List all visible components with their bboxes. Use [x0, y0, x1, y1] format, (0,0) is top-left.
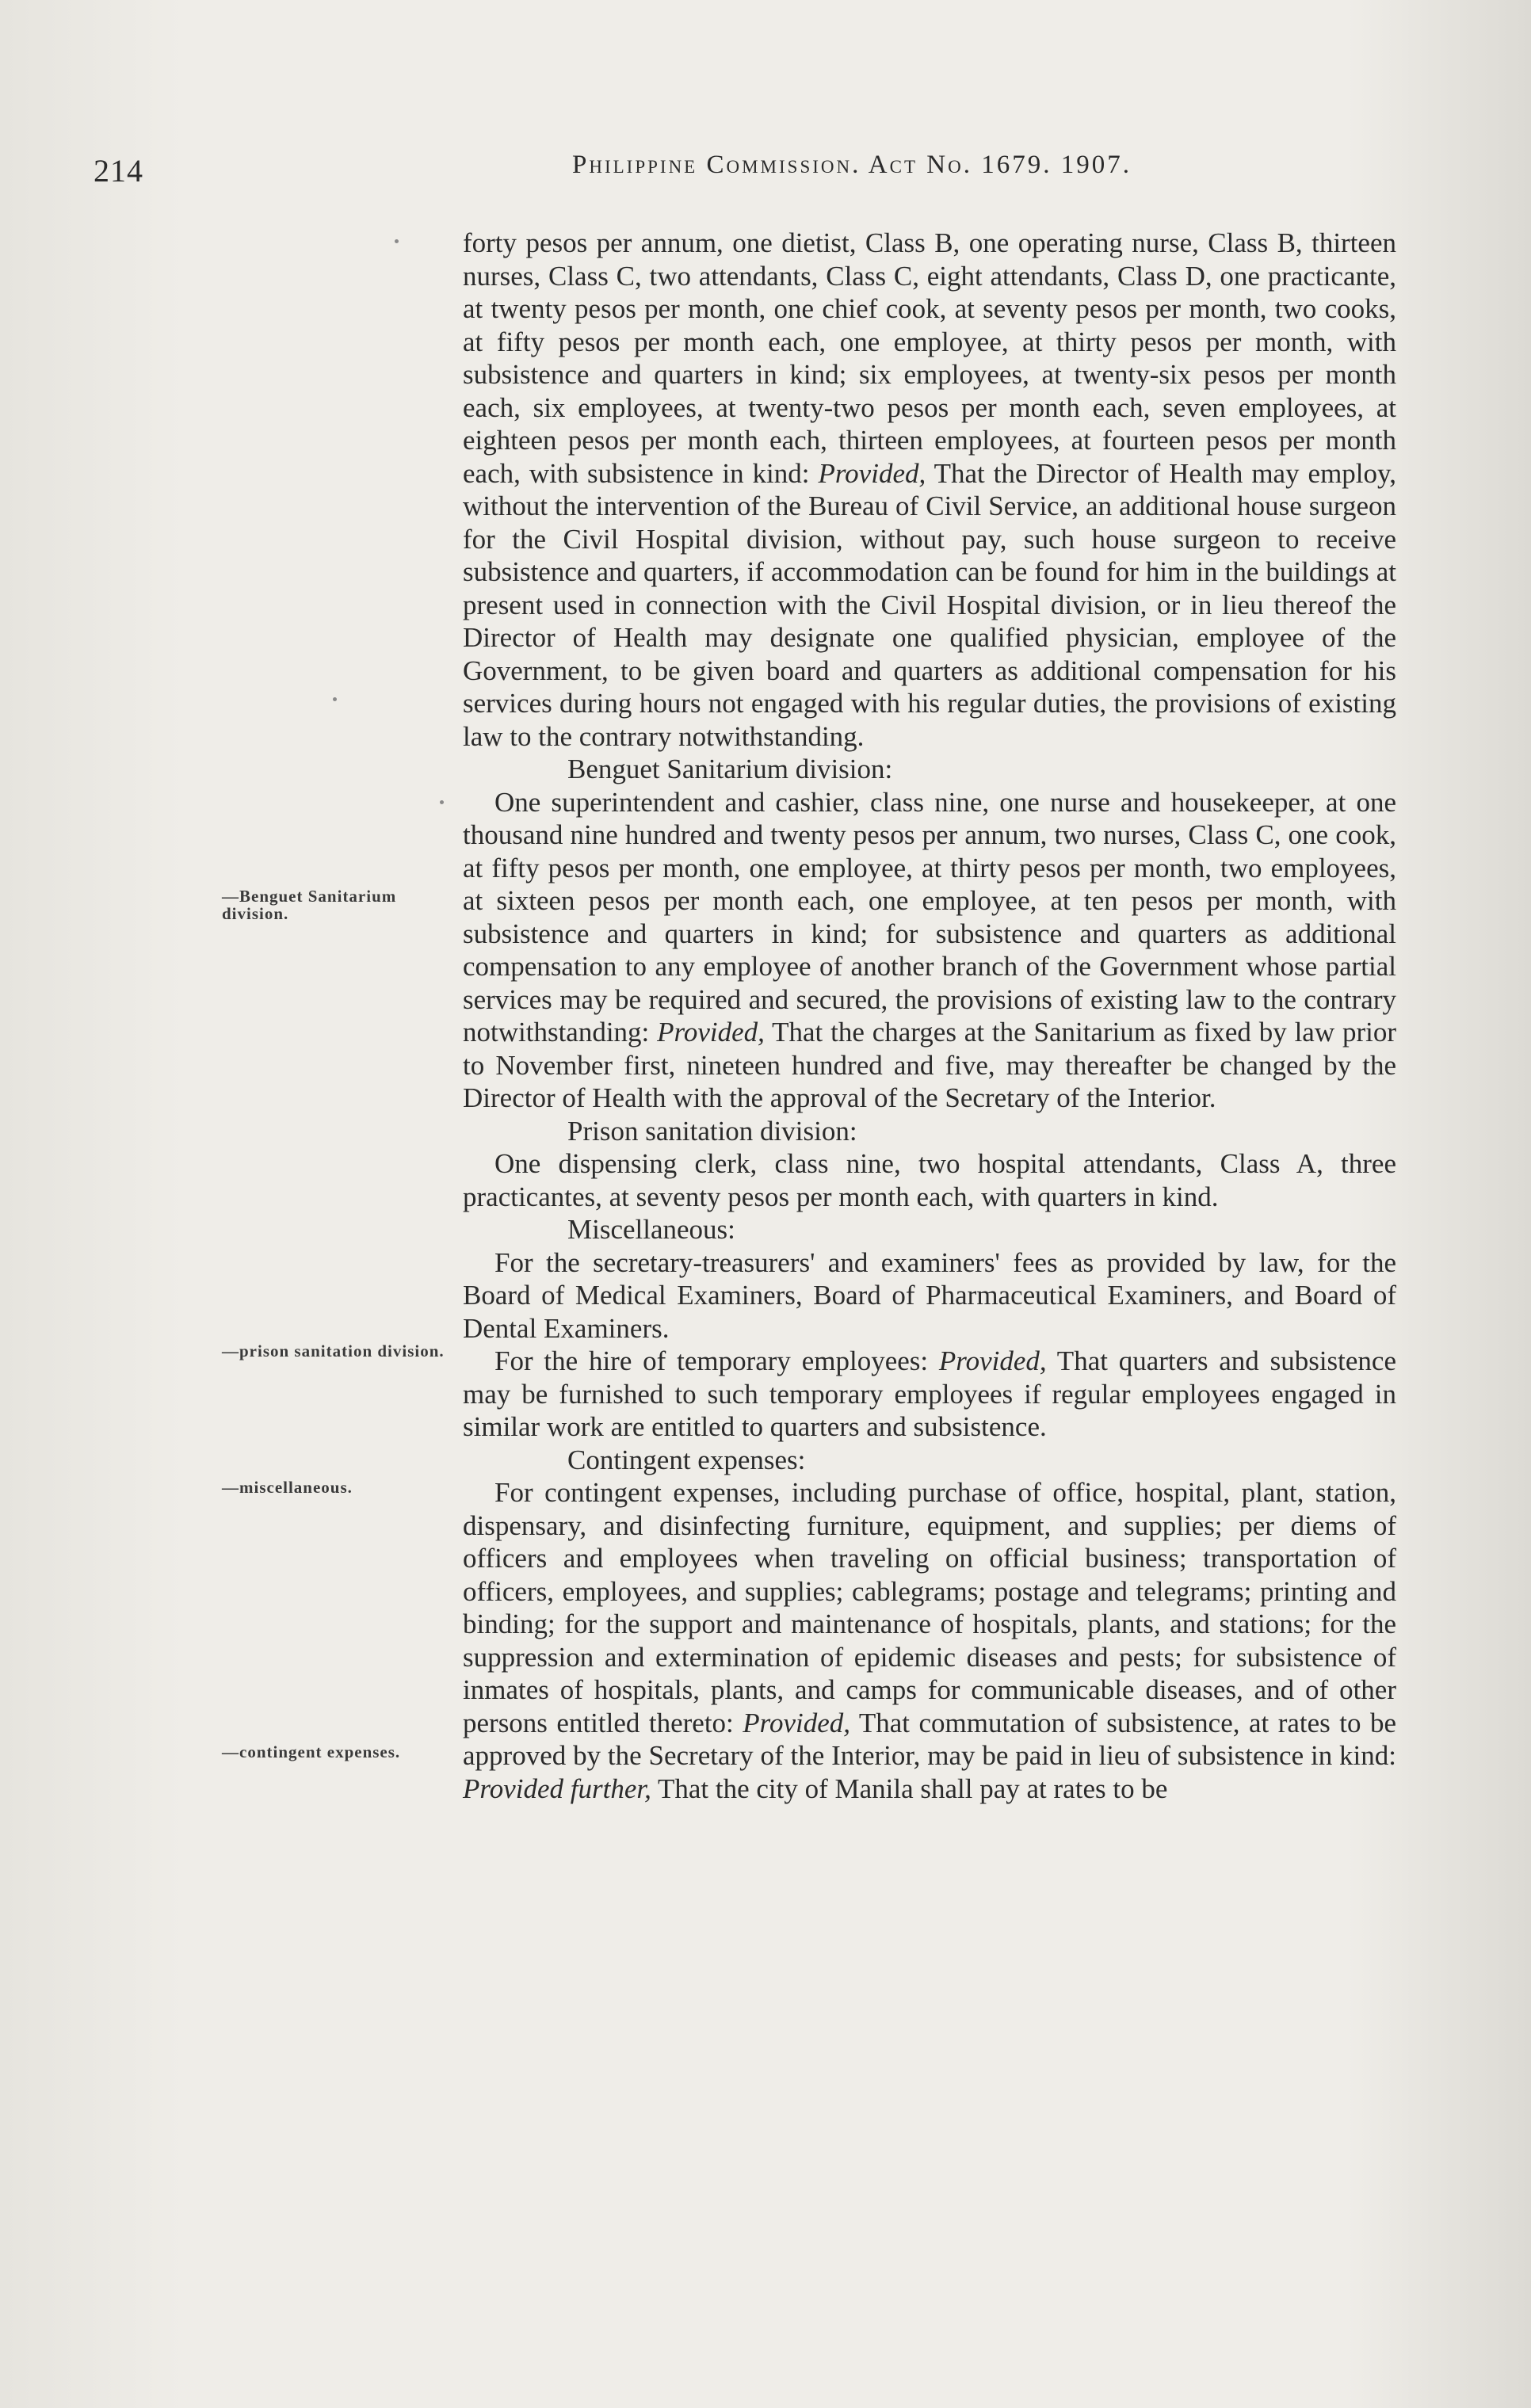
page-number: 214: [94, 153, 143, 189]
margin-note-contingent: —contingent expenses.: [222, 1742, 401, 1761]
margin-note-miscellaneous: —miscellaneous.: [222, 1478, 353, 1497]
provided-further-term: Provided further,: [463, 1773, 651, 1804]
paragraph-miscellaneous-fees: For the secretary-treasurers' and examiners' fees as provided by law, for the Board of Medical Examiners, Board of Pharmaceutical Examiners, and Board of Dental Examiners.: [463, 1246, 1396, 1344]
body-text: [463, 227, 1396, 1805]
heading-contingent: Contingent expenses:: [567, 1444, 806, 1475]
margin-note-benguet: —Benguet Sanitarium division.: [222, 887, 397, 923]
speck-dot: [395, 239, 399, 243]
margin-note-prison: —prison sanitation division.: [222, 1341, 445, 1360]
paragraph-contingent: For contingent expenses, including purchase of office, hospital, plant, station, dispensary, and disinfecting furniture, equipment, and supplies; per diems of officers and employees when traveling on official business; transportation of officers, employees, and supplies; cablegrams; postage and telegrams; printing and binding; for the support and maintenance of hospitals, plants, and stations; for the suppression and extermination of epidemic diseases and pests; for subsistence of inmates of hospitals, plants, and camps for communicable diseases, and of other persons entitled thereto: Provided, That commutation of subsistence, at rates to be approved by the Secretary of the Interior, may be paid in lieu of subsistence in kind: Provided further, That the city of Manila shall pay at rates to be: [463, 1477, 1397, 1804]
paragraph-prison: One dispensing clerk, class nine, two hospital attendants, Class A, three practicantes, at seventy pesos per month each, with quarters in kind.: [463, 1148, 1396, 1212]
provided-term: Provided,: [938, 1345, 1047, 1376]
paragraph-benguet: One superintendent and cashier, class nine, one nurse and housekeeper, at one thousand nine hundred and twenty pesos per annum, two nurses, Class C, one cook, at fifty pesos per month, one employee, at thirty pesos per month, two employees, at sixteen pesos per month each, one employee, at ten pesos per month, with subsistence and quarters in kind; for subsistence and quarters as additional compensation to any employee of another branch of the Government whose partial services may be required and secured, the provisions of existing law to the contrary notwithstanding: Provided, That the charges at the Sanitarium as fixed by law prior to November first, nineteen hundred and five, may thereafter be changed by the Director of Health with the approval of the Secretary of the Interior.: [463, 786, 1396, 1113]
provided-term: Provided,: [743, 1707, 851, 1738]
speck-dot: [440, 800, 444, 804]
heading-prison: Prison sanitation division:: [567, 1115, 857, 1147]
paragraph-miscellaneous-temporary: For the hire of temporary employees: Provided, That quarters and subsistence may be furnished to such temporary employees if regular employees engaged in similar work are entitled to quarters and subsistence.: [463, 1345, 1396, 1442]
running-head: Philippine Commission. Act No. 1679. 1907.: [572, 151, 1132, 179]
heading-benguet: Benguet Sanitarium division:: [567, 754, 893, 784]
heading-miscellaneous: Miscellaneous:: [567, 1214, 735, 1245]
paragraph-staff: forty pesos per annum, one dietist, Class B, one operating nurse, Class B, thirteen nurses, Class C, two attendants, Class C, eight attendants, Class D, one practicante, at twenty pesos per month, one chief cook, at seventy pesos per month, two cooks, at fifty pesos per month each, one employee, at thirty pesos per month, with subsistence and quarters in kind; six employees, at twenty-six pesos per month each, six employees, at twenty-two pesos per month each, seven employees, at eighteen pesos per month each, thirteen employees, at fourteen pesos per month each, with subsistence in kind: Provided, That the Director of Health may employ, without the intervention of the Bureau of Civil Service, an additional house surgeon for the Civil Hospital division, without pay, such house surgeon to receive subsistence and quarters, if accommodation can be found for him in the buildings at present used in connection with the Civil Hospital division, or in lieu thereof the Director of Health may designate one qualified physician, employee of the Government, to be given board and quarters as additional compensation for his services during hours not engaged with his regular duties, the provisions of existing law to the contrary notwithstanding.: [463, 227, 1396, 752]
provided-term: Provided,: [818, 457, 926, 489]
speck-dot: [333, 697, 337, 701]
provided-term: Provided,: [657, 1017, 765, 1048]
